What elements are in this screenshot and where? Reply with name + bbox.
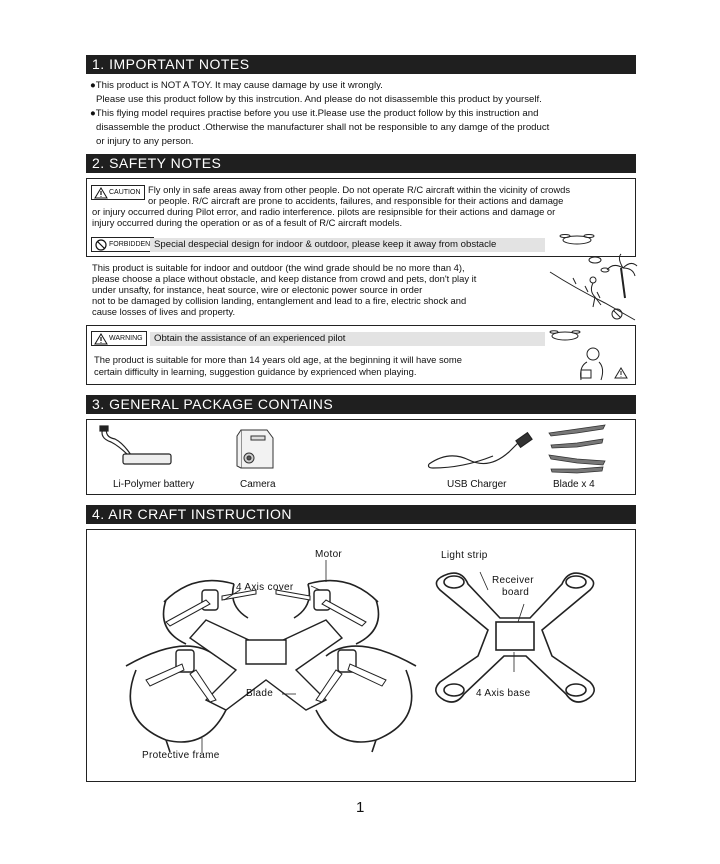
important-note-line: disassemble the product .Otherwise the manufacturer shall not be responsible to any damge of the product — [96, 122, 550, 133]
warning-badge-label: WARNING — [109, 335, 143, 342]
caution-badge-label: CAUTION — [109, 189, 141, 196]
warning-badge — [91, 331, 147, 346]
warning-line: The product is suitable for more than 14 years old age, at the beginning it will have some — [94, 354, 462, 365]
warning-heading: Obtain the assistance of an experienced pilot — [150, 332, 545, 346]
label-receiver-line2: board — [502, 587, 530, 598]
page-number: 1 — [356, 799, 365, 816]
label-protective-frame: Protective frame — [142, 750, 220, 761]
section-package-header: 3. GENERAL PACKAGE CONTAINS — [86, 395, 636, 414]
forbidden-heading: Special despecial design for indoor & outdoor, please keep it away from obstacle — [150, 238, 545, 252]
important-note-line: ●This product is NOT A TOY. It may cause damage by use it wrongly. — [90, 80, 383, 91]
caution-line: or injury occurred during Pilot error, and radio interference. pilots are resipnsible for their actions and damage or — [92, 206, 556, 217]
label-axis-base: 4 Axis base — [476, 688, 531, 699]
package-item-label: Camera — [240, 479, 276, 490]
forbidden-line: cause losses of lives and property. — [92, 306, 236, 317]
forbidden-sign-icon — [94, 239, 108, 251]
package-item-label: Li-Polymer battery — [113, 479, 195, 490]
section-safety-notes-header: 2. SAFETY NOTES — [86, 154, 636, 173]
caution-badge — [91, 185, 145, 200]
package-item-label: USB Charger — [447, 479, 507, 490]
important-note-line: ●This flying model requires practise before you use it.Please use the product follow by this instruction and — [90, 108, 539, 119]
warning-line: certain difficulty in learning, suggestion guidance by exprienced when playing. — [94, 366, 417, 377]
battery-icon — [95, 424, 175, 469]
important-note-line: or injury to any person. — [96, 136, 194, 147]
label-blade: Blade — [246, 688, 274, 699]
forbidden-line: under unsafty, for instance, heat source, wire or electonic power source in order — [92, 284, 423, 295]
important-note-line: Please use this product follow by this instrcution. And please do not disassemble this product by yourself. — [96, 94, 542, 105]
package-item-label: Blade x 4 — [553, 479, 595, 490]
usb-charger-icon — [425, 430, 535, 474]
forbidden-badge-label: FORBIDDEN — [109, 241, 151, 248]
forbidden-line: This product is suitable for indoor and outdoor (the wind grade should be no more than 4), — [92, 262, 465, 273]
label-motor: Motor — [315, 549, 343, 560]
label-receiver-line1: Receiver — [492, 575, 534, 586]
caution-line: injury occurred during the operation or as of a fesult of R/C aircraft models. — [92, 217, 403, 228]
camera-icon — [233, 424, 279, 476]
forbidden-line: please choose a place without obstacle, and keep distance from crowd and pets, don't play it — [92, 273, 477, 284]
forbidden-badge — [91, 237, 154, 252]
caution-line: Fly only in safe areas away from other people. Do not operate R/C aircraft within the vicinity of crowds — [148, 184, 571, 195]
warning-triangle-icon — [94, 187, 108, 199]
label-light-strip: Light strip — [441, 550, 488, 561]
blade-icon — [547, 425, 609, 475]
section-important-notes-header: 1. IMPORTANT NOTES — [86, 55, 636, 74]
label-axis-cover: 4 Axis cover — [236, 582, 294, 593]
section-aircraft-header: 4. AIR CRAFT INSTRUCTION — [86, 505, 636, 524]
warning-triangle-icon — [94, 333, 108, 345]
forbidden-line: not to be damaged by collision landing, entanglement and lead to a fire, electric shock and — [92, 295, 467, 306]
outdoor-drone-illustration — [545, 228, 637, 326]
pilot-with-drone-illustration — [545, 326, 635, 384]
caution-line: or people. R/C aircraft are prone to accidents, failures, and responsible for their actions and damage — [148, 195, 564, 206]
